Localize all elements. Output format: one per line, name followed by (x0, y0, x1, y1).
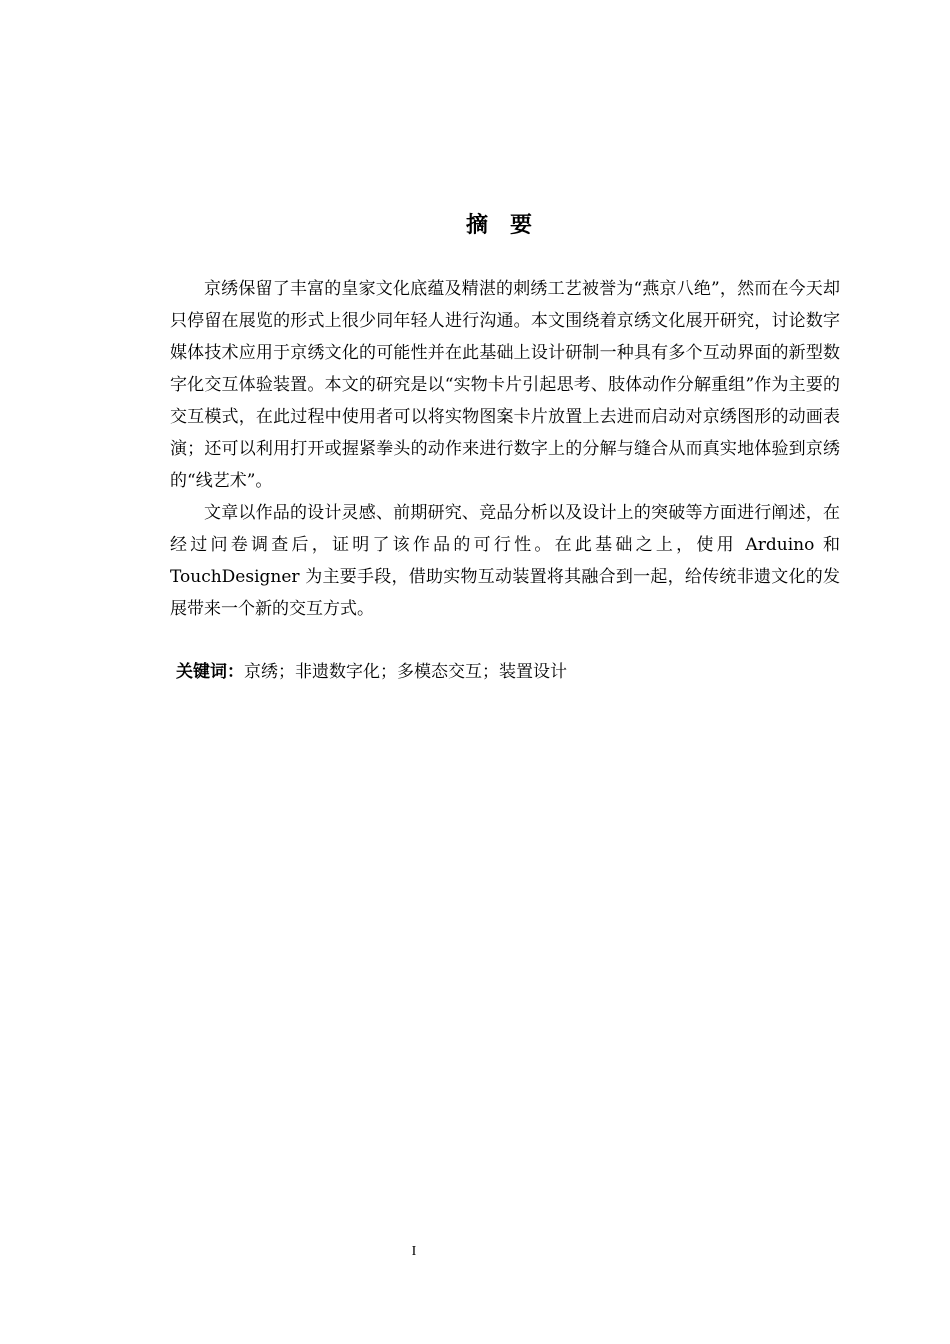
keywords-values: 京绣；非遗数字化；多模态交互；装置设计 (244, 662, 567, 682)
abstract-heading (0, 208, 950, 239)
abstract-heading-char-2: 要 (510, 213, 533, 238)
keywords-line (176, 656, 567, 688)
abstract-paragraph-1: 京绣保留了丰富的皇家文化底蕴及精湛的刺绣工艺被誉为“燕京八绝”，然而在今天却只停留在展览的形式上很少同年轻人进行沟通。本文围绕着京绣文化展开研究，讨论数字媒体技术应用于京绣文化的可能性并在此基础上设计研制一种具有多个互动界面的新型数字化交互体验装置。本文的研究是以“实物卡片引起思考、肢体动作分解重组”作为主要的交互模式，在此过程中使用者可以将实物图案卡片放置上去进而启动对京绣图形的动画表演；还可以利用打开或握紧拳头的动作来进行数字上的分解与缝合从而真实地体验到京绣的“线艺术”。 (170, 279, 840, 491)
abstract-heading-char-1: 摘 (465, 213, 488, 238)
abstract-paragraph-2: 文章以作品的设计灵感、前期研究、竞品分析以及设计上的突破等方面进行阐述，在经过问卷调查后，证明了该作品的可行性。在此基础之上，使用 Arduino 和 TouchDesigner 为主要手段，借助实物互动装置将其融合到一起，给传统非遗文化的发展带来一个新的交互方式。 (170, 503, 840, 619)
abstract-body (170, 273, 840, 625)
page-number: I (411, 1244, 417, 1259)
keywords-label: 关键词： (176, 662, 244, 682)
